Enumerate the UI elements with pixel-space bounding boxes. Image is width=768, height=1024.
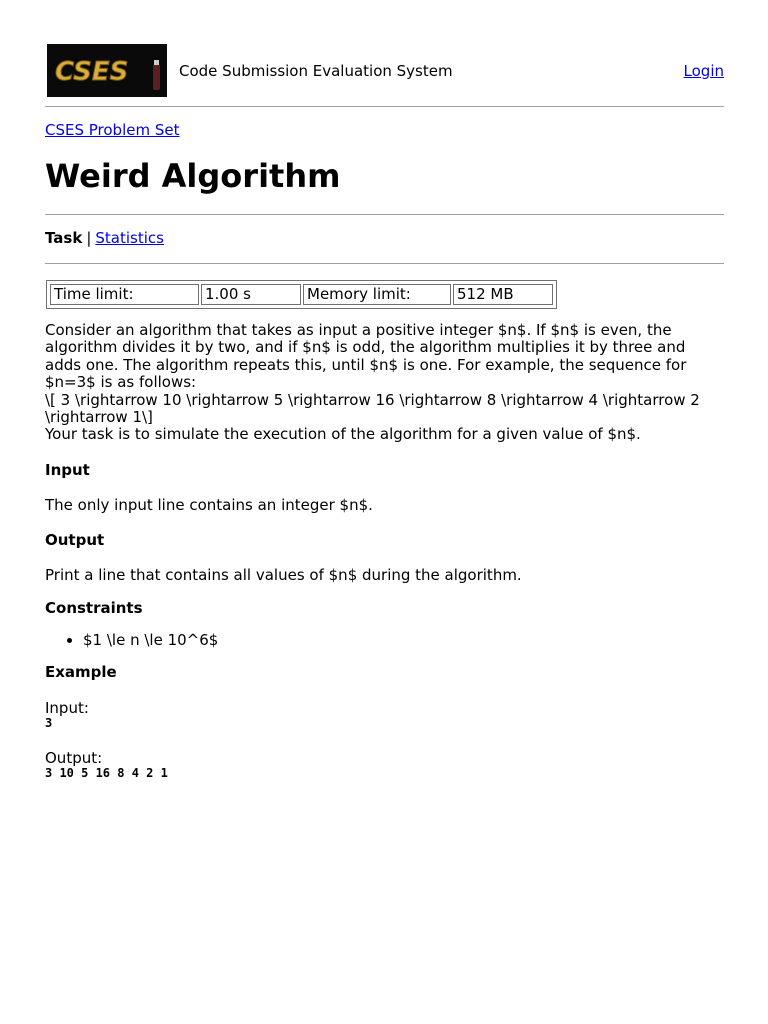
time-limit-value: 1.00 s <box>201 284 301 305</box>
example-output-value: 3 10 5 16 8 4 2 1 <box>45 766 168 780</box>
output-heading: Output <box>45 531 105 549</box>
title-divider <box>45 214 724 215</box>
constraints-heading: Constraints <box>45 599 143 617</box>
login-link[interactable]: Login <box>683 62 724 80</box>
site-title: Code Submission Evaluation System <box>179 62 453 80</box>
nav-divider <box>45 263 724 264</box>
problem-statement <box>45 322 724 444</box>
nav-separator: | <box>86 229 92 247</box>
example-output-label: Output: <box>45 749 103 767</box>
task-nav <box>45 229 164 247</box>
cses-logo[interactable] <box>47 44 167 97</box>
constraints-list <box>45 631 218 649</box>
logo-text: CSES <box>55 57 129 87</box>
limits-table <box>46 280 557 309</box>
breadcrumb-problem-set-link[interactable]: CSES Problem Set <box>45 121 180 139</box>
input-text: The only input line contains an integer $n$. <box>45 496 373 514</box>
memory-limit-label: Memory limit: <box>303 284 451 305</box>
example-input-label: Input: <box>45 699 89 717</box>
input-heading: Input <box>45 461 90 479</box>
cses-logo-graphic <box>47 44 167 97</box>
output-text: Print a line that contains all values of $n$ during the algorithm. <box>45 566 522 584</box>
time-limit-label: Time limit: <box>50 284 199 305</box>
memory-limit-value: 512 MB <box>453 284 553 305</box>
statement-paragraph: Consider an algorithm that takes as input a positive integer $n$. If $n$ is even, the algorithm divides it by two, and if $n$ is odd, the algorithm multiplies it by three and adds one. The algorithm repeats this, until $n$ is one. For example, the sequence for $n=3$ is as follows: <box>45 321 687 392</box>
tab-task: Task <box>45 229 83 247</box>
statement-task: Your task is to simulate the execution of the algorithm for a given value of $n$. <box>45 425 641 444</box>
site-header <box>45 44 724 98</box>
tab-statistics[interactable]: Statistics <box>95 229 164 247</box>
example-heading: Example <box>45 663 117 681</box>
example-input-value: 3 <box>45 716 53 730</box>
limits-row <box>50 284 553 305</box>
statement-formula: \[ 3 \rightarrow 10 \rightarrow 5 \rightarrow 16 \rightarrow 8 \rightarrow 4 \rightarrow 2 \rightarrow 1\] <box>45 390 700 427</box>
header-divider <box>45 106 724 107</box>
constraint-item: • $1 \le n \le 10^6$ <box>83 631 218 649</box>
page-title: Weird Algorithm <box>45 157 341 195</box>
